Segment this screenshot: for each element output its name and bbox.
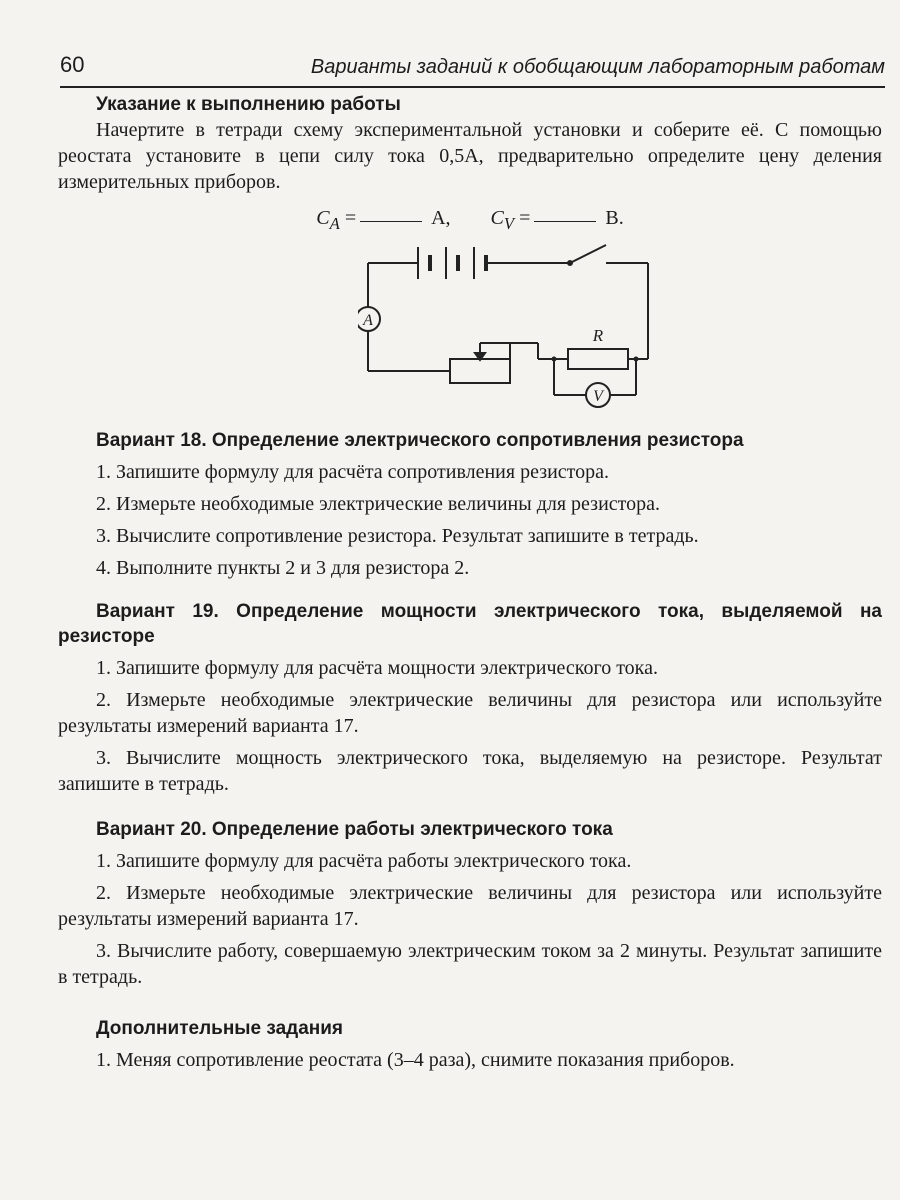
- variant-20-item: 1. Запишите формулу для расчёта работы электрического тока.: [96, 850, 632, 872]
- circuit-svg: [358, 243, 658, 408]
- variant-19-item: 1. Запишите формулу для расчёта мощности электрического тока.: [96, 657, 658, 679]
- rheostat-body: [450, 359, 510, 383]
- junction-right: [634, 357, 639, 362]
- variant-19: [58, 599, 882, 797]
- additional-heading: Дополнительные задания: [96, 1018, 344, 1039]
- page-header: [60, 50, 885, 88]
- variant-20-item: 3. Вычислите работу, совершаемую электрическим током за 2 минуты. Результат запишите в тетрадь.: [58, 940, 882, 988]
- page-content: [58, 92, 882, 1073]
- variant-19-item: 2. Измерьте необходимые электрические величины для резистора или используйте результаты измерений варианта 17.: [58, 689, 882, 737]
- variant-18-item: 2. Измерьте необходимые электрические величины для резистора.: [96, 493, 661, 515]
- instruction-heading: Указание к выполнению работы: [96, 94, 401, 115]
- voltmeter-label: V: [593, 388, 603, 405]
- cv-blank: [534, 221, 596, 222]
- variant-18-item: 1. Запишите формулу для расчёта сопротивления резистора.: [96, 461, 610, 483]
- ca-blank: [360, 221, 422, 222]
- instruction-text: Начертите в тетради схему экспериментальной установки и соберите её. С помощью реостата установите в цепи силу тока 0,5A, предварительно определите цену деления измерительных приборов.: [58, 119, 882, 193]
- variant-19-item: 3. Вычислите мощность электрического тока, выделяемую на резисторе. Результат запишите в тетрадь.: [58, 747, 882, 795]
- ca-symbol: $C_A$: [316, 207, 340, 233]
- running-title: Варианты заданий к обобщающим лабораторным работам: [310, 56, 885, 78]
- additional-item: 1. Меняя сопротивление реостата (3–4 раза), снимите показания приборов.: [96, 1049, 735, 1071]
- resistor-label: R: [592, 326, 604, 345]
- additional-tasks: [58, 1016, 882, 1073]
- circuit-diagram: [58, 243, 882, 408]
- variant-19-heading: Вариант 19. Определение мощности электрического тока, выделяемой на резисторе: [58, 601, 882, 647]
- variant-18-item: 3. Вычислите сопротивление резистора. Результат запишите в тетрадь.: [96, 525, 699, 547]
- junction-left: [552, 357, 557, 362]
- variant-20: [58, 817, 882, 990]
- cv-unit: В.: [605, 207, 624, 229]
- variant-18: [58, 428, 882, 581]
- battery-icon: [418, 247, 486, 279]
- division-formula: $C_A = А$, $C_V = В$.: [316, 207, 624, 233]
- variant-20-item: 2. Измерьте необходимые электрические величины для резистора или используйте результаты измерений варианта 17.: [58, 882, 882, 930]
- ammeter-label: A: [363, 312, 373, 329]
- cv-symbol: $C_V$: [490, 207, 515, 233]
- variant-18-item: 4. Выполните пункты 2 и 3 для резистора 2.: [96, 557, 470, 579]
- variant-18-heading: Вариант 18. Определение электрического сопротивления резистора: [96, 430, 744, 451]
- variant-20-heading: Вариант 20. Определение работы электрического тока: [96, 819, 613, 840]
- page-number: 60: [60, 52, 85, 77]
- switch-icon: [568, 245, 606, 265]
- resistor-symbol: [568, 349, 628, 369]
- ca-unit: А,: [431, 207, 451, 229]
